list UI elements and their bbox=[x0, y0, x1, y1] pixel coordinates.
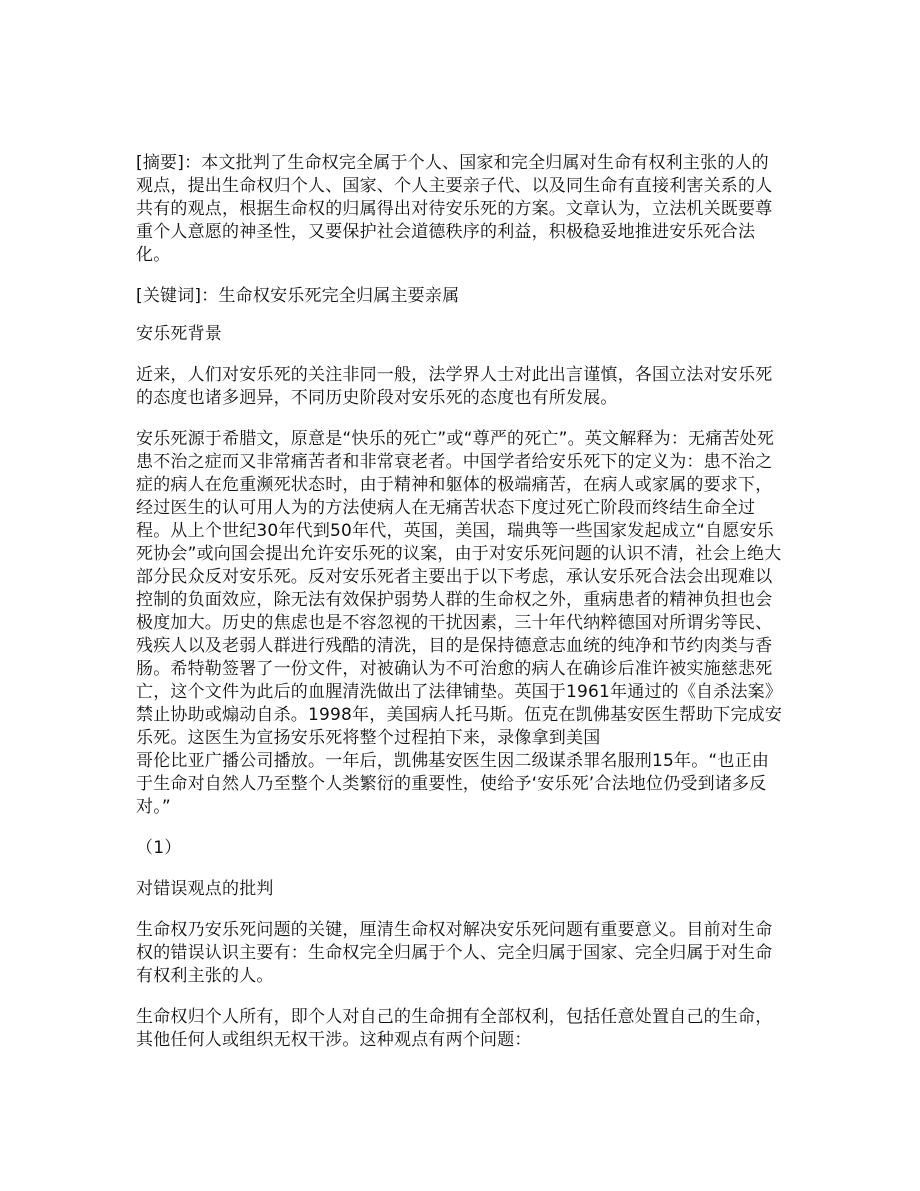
euthanasia-history-paragraph: 安乐死源于希腊文，原意是“快乐的死亡”或“尊严的死亡”。英文解释为：无痛苦处死患不治之症而又非常痛苦者和非常衰老者。中国学者给安乐死下的定义为：患不治之症的病人在危重濒死状态时，由于精神和躯体的极端痛苦，在病人或家属的要求下，经过医生的认可用人为的方法使病人在无痛苦状态下度过死亡阶段而终结生命全过程。从上个世纪30年代到50年代，英国，美国，瑞典等一些国家发起成立“自愿安乐死协会”或向国会提出允许安乐死的议案，由于对安乐死问题的认识不清，社会上绝大部分民众反对安乐死。反对安乐死者主要出于以下考虑，承认安乐死合法会出现难以控制的负面效应，除无法有效保护弱势人群的生命权之外，重病患者的精神负担也会极度加大。历史的焦虑也是不容忽视的干扰因素，三十年代纳粹德国对所谓劣等民、残疾人以及老弱人群进行残酷的清洗，目的是保持德意志血统的纯净和节约肉类与香肠。希特勒签署了一份文件，对被确认为不可治愈的病人在确诊后准许被实施慈悲死亡，这个文件为此后的血腥清洗做出了法律铺垫。英国于1961年通过的《自杀法案》禁止协助或煽动自杀。1998年，美国病人托马斯。伍克在凯佛基安医生帮助下完成安乐死。这医生为宣扬安乐死将整个过程拍下来，录像拿到美国 哥伦比亚广播公司播放。一年后，凯佛基安医生因二级谋杀罪名服刑15年。“也正由于生命对自然人乃至整个人类繁衍的重要性，使给予‘安乐死’合法地位仍受到诸多反对。” bbox=[136, 429, 783, 817]
abstract-paragraph: [摘要]：本文批判了生命权完全属于个人、国家和完全归属对生命有权利主张的人的观点，提出生命权归个人、国家、个人主要亲子代、以及同生命有直接利害关系的人共有的观点，根据生命权的归属得出对待安乐死的方案。文章认为，立法机关既要尊重个人意愿的神圣性，又要保护社会道德秩序的利益，积极稳妥地推进安乐死合法化。 bbox=[136, 153, 773, 265]
individual-ownership-paragraph: 生命权归个人所有，即个人对自己的生命拥有全部权利，包括任意处置自己的生命，其他任何人或组织无权干涉。这种观点有两个问题： bbox=[136, 1007, 773, 1050]
document-body bbox=[136, 152, 786, 1052]
footnote-marker: （1） bbox=[136, 838, 182, 858]
section-heading-critique: 对错误观点的批判 bbox=[136, 879, 274, 899]
keywords-paragraph: [关键词]：生命权安乐死完全归属主要亲属 bbox=[136, 286, 460, 306]
section-heading-background: 安乐死背景 bbox=[136, 324, 222, 344]
right-to-life-paragraph: 生命权乃安乐死问题的关键，厘清生命权对解决安乐死问题有重要意义。目前对生命权的错误认识主要有：生命权完全归属于个人、完全归属于国家、完全归属于对生命有权利主张的人。 bbox=[136, 920, 773, 986]
background-intro-paragraph: 近来，人们对安乐死的关注非同一般，法学界人士对此出言谨慎，各国立法对安乐死的态度也诸多迥异，不同历史阶段对安乐死的态度也有所发展。 bbox=[136, 365, 773, 408]
